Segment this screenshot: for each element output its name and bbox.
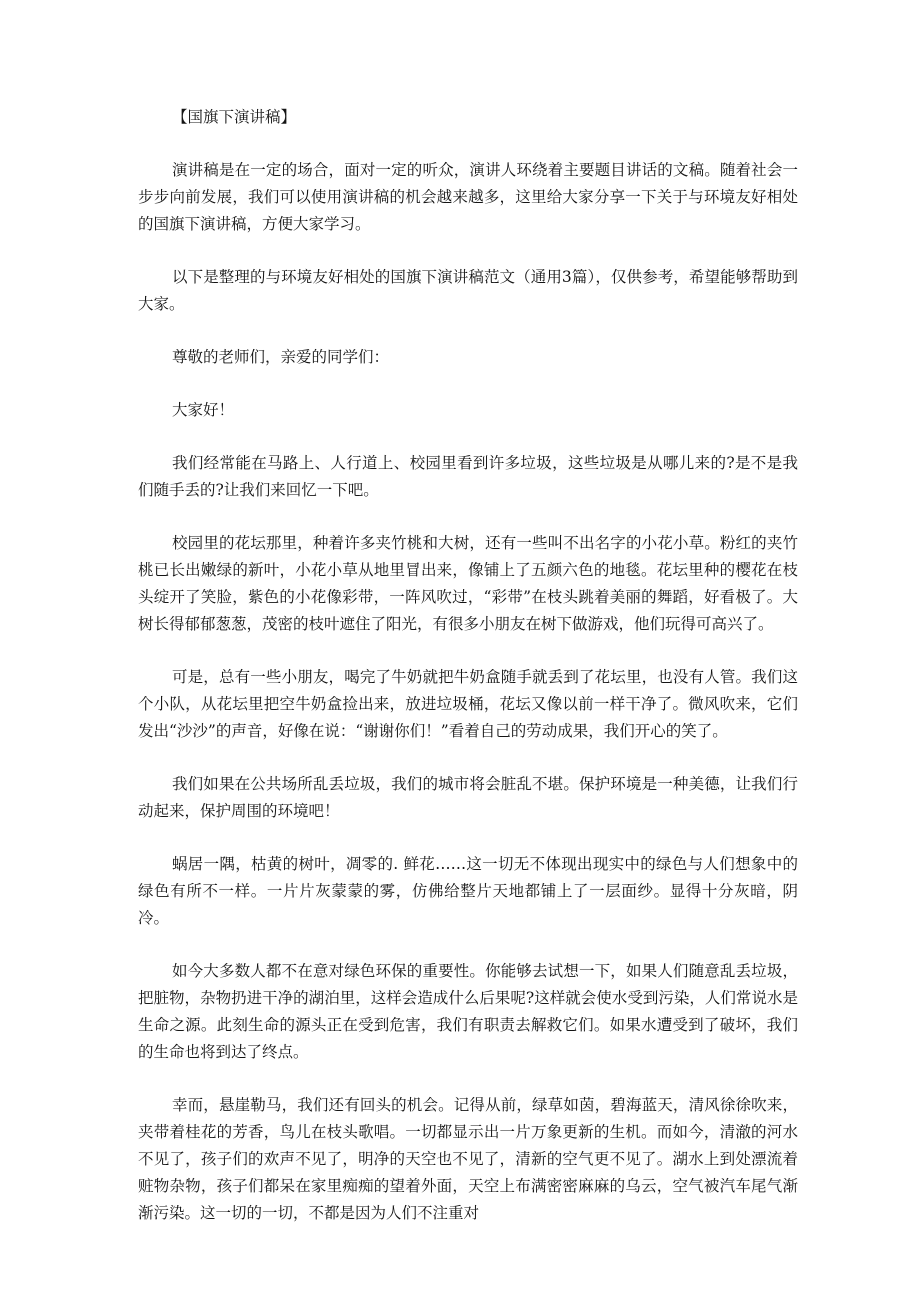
paragraph-summary: 以下是整理的与环境友好相处的国旗下演讲稿范文（通用3篇），仅供参考，希望能够帮助到大家。 <box>138 268 798 313</box>
document-title: 【国旗下演讲稿】 <box>172 108 297 126</box>
paragraph-body: 幸而，悬崖勒马，我们还有回头的机会。记得从前，绿草如茵，碧海蓝天，清风徐徐吹来，夹带着桂花的芳香，鸟儿在枝头歌唱。一切都显示出一片万象更新的生机。而如今，清澈的河水不见了，孩子们的欢声不见了，明净的天空也不见了，清新的空气更不见了。湖水上到处漂流着赃物杂物，孩子们都呆在家里痴痴的望着外面，天空上布满密密麻麻的乌云，空气被汽车尾气渐渐污染。这一切的一切，不都是因为人们不注重对 <box>138 1096 798 1222</box>
paragraph-body: 如今大多数人都不在意对绿色环保的重要性。你能够去试想一下，如果人们随意乱丢垃圾，把脏物，杂物扔进干净的湖泊里，这样会造成什么后果呢?这样就会使水受到污染，人们常说水是生命之源。此刻生命的源头正在受到危害，我们有职责去解救它们。如果水遭受到了破坏，我们的生命也将到达了终点。 <box>138 962 798 1061</box>
paragraph-salutation: 尊敬的老师们，亲爱的同学们： <box>172 348 390 366</box>
paragraph-body: 我们经常能在马路上、人行道上、校园里看到许多垃圾，这些垃圾是从哪儿来的?是不是我们随手丢的?让我们来回忆一下吧。 <box>138 454 798 499</box>
paragraph-body: 蜗居一隅，枯黄的树叶，凋零的. 鲜花……这一切无不体现出现实中的绿色与人们想象中的绿色有所不一样。一片片灰蒙蒙的雾，仿佛给整片天地都铺上了一层面纱。显得十分灰暗，阴冷。 <box>138 855 798 927</box>
paragraph-intro: 演讲稿是在一定的场合，面对一定的听众，演讲人环绕着主要题目讲话的文稿。随着社会一步步向前发展，我们可以使用演讲稿的机会越来越多，这里给大家分享一下关于与环境友好相处的国旗下演讲稿，方便大家学习。 <box>138 161 798 233</box>
document-page <box>138 104 798 1227</box>
paragraph-body: 我们如果在公共场所乱丢垃圾，我们的城市将会脏乱不堪。保护环境是一种美德，让我们行动起来，保护周围的环境吧！ <box>138 775 798 820</box>
paragraph-body: 校园里的花坛那里，种着许多夹竹桃和大树，还有一些叫不出名字的小花小草。粉红的夹竹桃已长出嫩绿的新叶，小花小草从地里冒出来，像铺上了五颜六色的地毯。花坛里种的樱花在枝头绽开了笑脸，紫色的小花像彩带，一阵风吹过，“彩带”在枝头跳着美丽的舞蹈，好看极了。大树长得郁郁葱葱，茂密的枝叶遮住了阳光，有很多小朋友在树下做游戏，他们玩得可高兴了。 <box>138 534 798 633</box>
paragraph-body: 可是，总有一些小朋友，喝完了牛奶就把牛奶盒随手就丢到了花坛里，也没有人管。我们这个小队，从花坛里把空牛奶盒捡出来，放进垃圾桶，花坛又像以前一样干净了。微风吹来，它们发出“沙沙”的声音，好像在说：“谢谢你们！”看着自己的劳动成果，我们开心的笑了。 <box>138 668 798 740</box>
paragraph-greeting: 大家好！ <box>172 401 235 419</box>
